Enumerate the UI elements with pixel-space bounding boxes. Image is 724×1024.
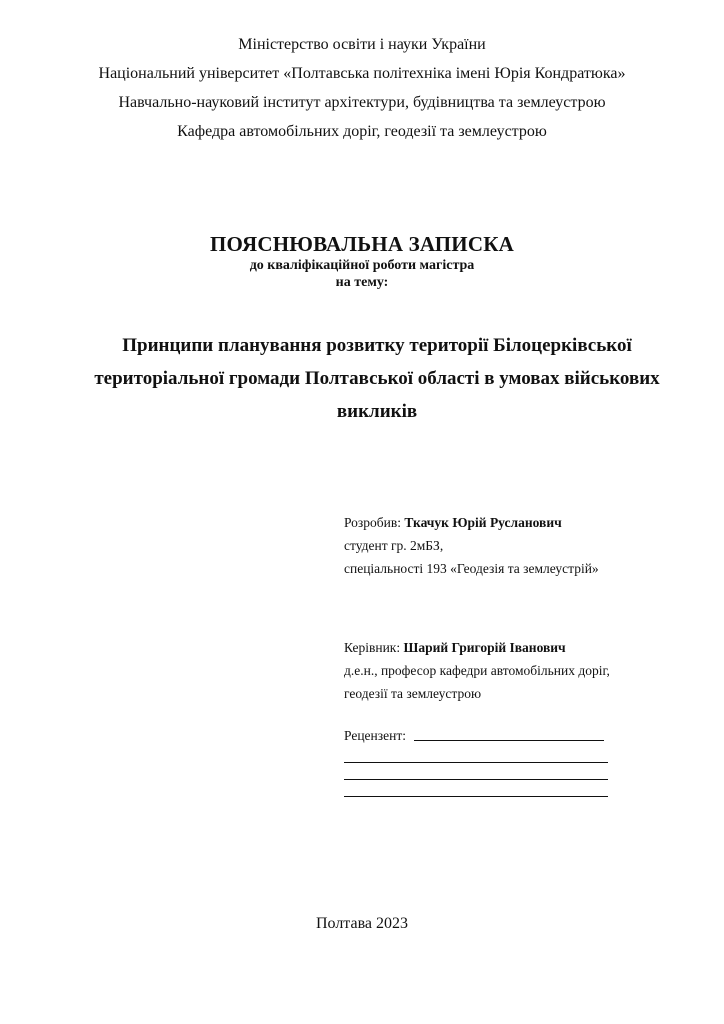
reviewer-blank-line-2	[344, 779, 608, 780]
department-line: Кафедра автомобільних доріг, геодезії та землеустрою	[177, 123, 547, 140]
supervisor-label: Керівник:	[344, 640, 404, 655]
reviewer-blank-line-1	[344, 762, 608, 763]
institute-line: Навчально-науковий інститут архітектури, будівництва та землеустрою	[118, 94, 606, 111]
topic-line-3: викликів	[336, 401, 418, 422]
author-specialty: спеціальності 193 «Геодезія та землеустрій»	[344, 561, 599, 576]
author-label: Розробив:	[344, 515, 405, 530]
supervisor-name: Шарий Григорій Іванович	[403, 640, 566, 655]
author-group: студент гр. 2мБЗ,	[344, 538, 444, 553]
on-topic-label: на тему:	[335, 275, 389, 290]
supervisor-title-2: геодезії та землеустрою	[344, 686, 482, 701]
document-type-title: ПОЯСНЮВАЛЬНА ЗАПИСКА	[209, 232, 515, 256]
topic-line-2: територіальної громади Полтавської області в умовах військових	[94, 368, 660, 389]
reviewer-blank-line-3	[344, 796, 608, 797]
supervisor-line	[344, 636, 566, 659]
author-name: Ткачук Юрій Русланович	[404, 515, 562, 530]
author-line	[344, 511, 562, 534]
ministry-line: Міністерство освіти і науки України	[238, 36, 486, 53]
thesis-topic	[40, 329, 714, 428]
reviewer-label: Рецензент:	[344, 728, 406, 743]
city-year: Полтава 2023	[315, 915, 409, 932]
supervisor-title-1: д.е.н., професор кафедри автомобільних доріг,	[344, 663, 610, 678]
document-subtitle: до кваліфікаційної роботи магістра	[249, 258, 475, 273]
reviewer-signature-line	[414, 740, 604, 741]
university-line: Національний університет «Полтавська політехніка імені Юрія Кондратюка»	[98, 65, 626, 82]
topic-line-1: Принципи планування розвитку території Білоцерківської	[122, 335, 632, 356]
